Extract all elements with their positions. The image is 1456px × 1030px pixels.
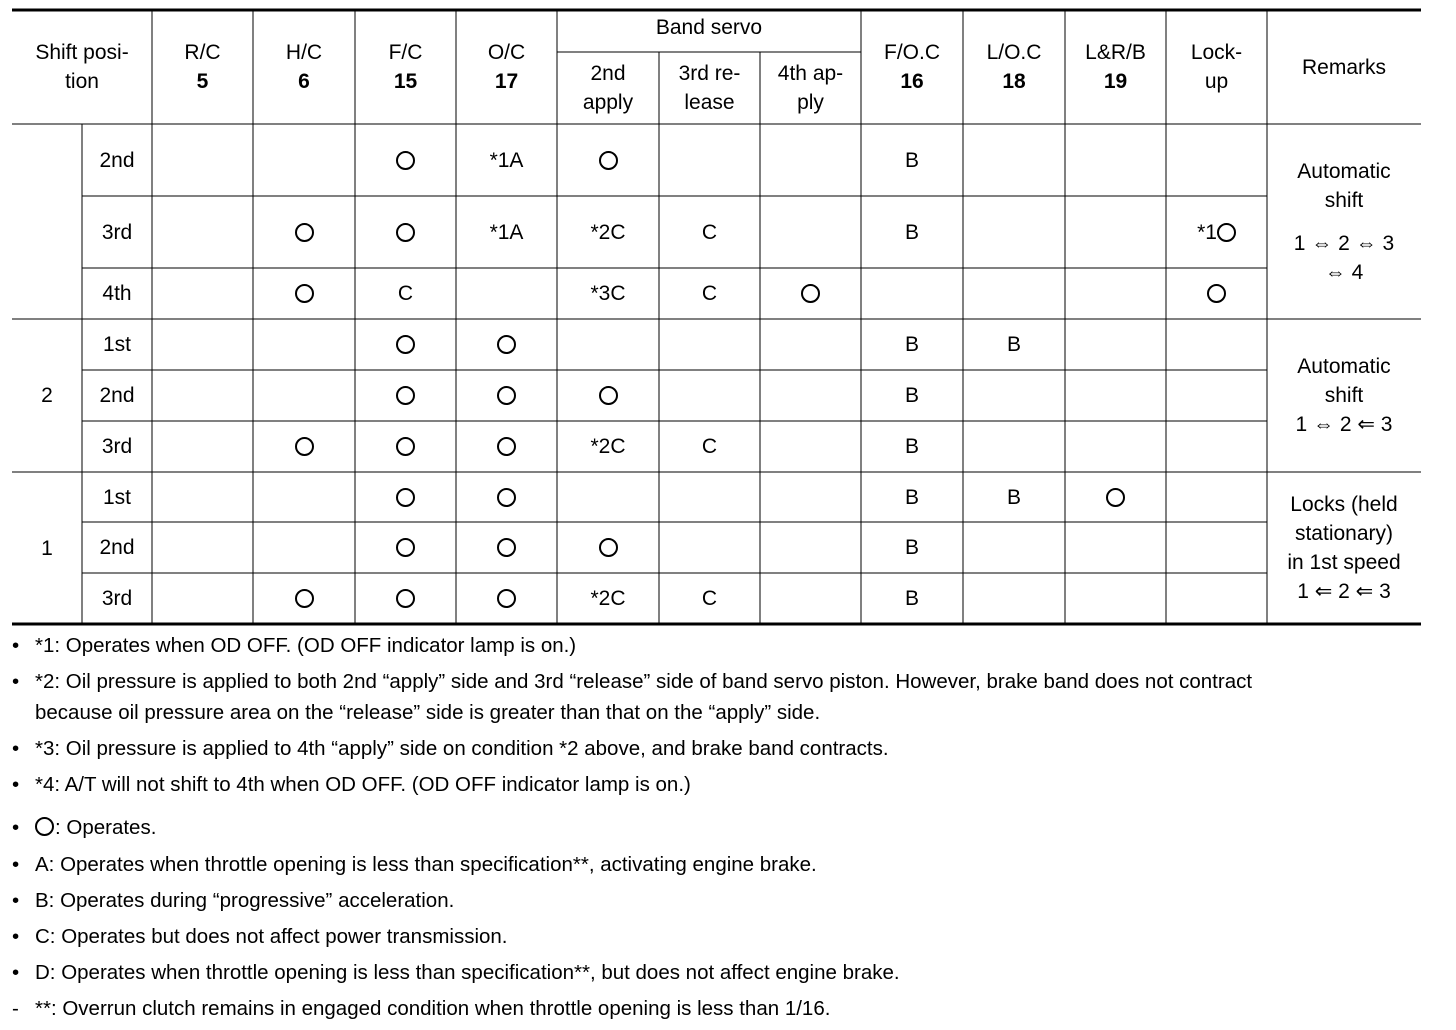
cell-value: B (904, 333, 919, 356)
table-cell-rc (152, 268, 253, 319)
footnote-text: C: Operates but does not affect power transmission. (35, 925, 508, 948)
table-cell-lu (1166, 370, 1267, 421)
table-cell-bs2 (557, 472, 659, 522)
table-cell-bs4 (760, 370, 861, 421)
header-oc-name: O/C (487, 41, 526, 64)
footnote-bullet: • (12, 889, 20, 912)
table-cell-hc (253, 196, 355, 268)
table-cell-bs4 (760, 124, 861, 196)
table-cell-bs4 (760, 522, 861, 573)
header-loc (963, 10, 1065, 124)
header-bs-2nd-label: 2nd apply (582, 62, 634, 114)
header-shift-position (12, 10, 152, 124)
header-rc-wrap (184, 38, 220, 96)
operates-circle-icon (295, 284, 314, 303)
footnote-bullet: • (12, 670, 20, 693)
table-cell-hc (253, 268, 355, 319)
operates-circle-icon (396, 335, 415, 354)
footnote-bullet: • (12, 961, 20, 984)
gear-label: 2nd (99, 536, 135, 559)
cell-value: B (904, 384, 919, 407)
table-cell-oc (456, 196, 557, 268)
header-bs-3rd (659, 52, 760, 124)
table-cell-bs4 (760, 268, 861, 319)
gear-label: 3rd (101, 587, 133, 610)
gear-cell (82, 370, 152, 421)
header-fc-number: 15 (393, 70, 418, 93)
table-cell-fc (355, 522, 456, 573)
header-bs-4th (760, 52, 861, 124)
table-cell-loc (963, 522, 1065, 573)
cell-value-with-circle (1197, 218, 1236, 247)
operates-circle-icon (295, 223, 314, 242)
table-cell-hc (253, 319, 355, 370)
remarks-line: shift (1324, 384, 1364, 407)
footnote-text: *1: Operates when OD OFF. (OD OFF indicator lamp is on.) (35, 634, 577, 657)
cell-value: *2C (590, 587, 626, 610)
header-band-servo (557, 10, 861, 52)
gear-label: 3rd (101, 435, 133, 458)
table-cell-bs4 (760, 319, 861, 370)
table-cell-fc (355, 472, 456, 522)
header-oc-wrap (488, 38, 525, 96)
operates-circle-icon (35, 817, 54, 836)
cell-value: B (904, 485, 919, 509)
table-cell-lrb (1065, 319, 1166, 370)
table-cell-rc (152, 421, 253, 472)
table-cell-fc (355, 196, 456, 268)
header-lrb-name: L&R/B (1085, 41, 1146, 64)
header-foc-number: 16 (900, 70, 924, 93)
table-cell-foc (861, 472, 963, 522)
header-loc-number: 18 (1002, 70, 1026, 93)
table-cell-rc (152, 370, 253, 421)
table-cell-rc (152, 319, 253, 370)
remarks-line: in 1st speed (1287, 551, 1401, 574)
footnote-bullet: • (12, 634, 20, 657)
operates-circle-icon (599, 386, 618, 405)
table-cell-bs2 (557, 522, 659, 573)
header-hc-number: 6 (298, 70, 310, 93)
gear-cell (82, 522, 152, 573)
table-cell-bs3 (659, 522, 760, 573)
table-cell-bs3 (659, 196, 760, 268)
remarks-line: 1 ⇔ 2 ⇐ 3 (1295, 413, 1393, 436)
table-cell-oc (456, 421, 557, 472)
gear-label: 4th (102, 282, 132, 305)
header-band-servo-label: Band servo (655, 16, 763, 39)
footnote-bullet: - (12, 997, 19, 1020)
table-cell-fc (355, 573, 456, 624)
cell-value: B (904, 587, 919, 610)
cell-value: B (904, 536, 919, 559)
table-cell-lu (1166, 268, 1267, 319)
table-cell-bs3 (659, 573, 760, 624)
table-cell-bs3 (659, 268, 760, 319)
footnote-bullet: • (12, 737, 20, 760)
gear-cell (82, 573, 152, 624)
remarks-line: 1 ⇔ 2 ⇔ 3 (1293, 231, 1395, 255)
remarks-line: stationary) (1294, 522, 1394, 545)
table-cell-foc (861, 319, 963, 370)
footnote-text: **: Overrun clutch remains in engaged condition when throttle opening is less than 1/16. (35, 997, 831, 1020)
cell-value: B (904, 220, 919, 244)
operates-circle-icon (396, 386, 415, 405)
shift-position-cell (12, 472, 82, 624)
header-rc-name: R/C (184, 41, 221, 64)
header-oc-number: 17 (494, 70, 519, 93)
operates-circle-icon (801, 284, 820, 303)
table-cell-foc (861, 370, 963, 421)
footnote-bullet: • (12, 853, 20, 876)
table-cell-loc (963, 268, 1065, 319)
remarks-line: Automatic (1297, 159, 1391, 183)
cell-value: *1A (489, 220, 524, 244)
table-cell-rc (152, 196, 253, 268)
table-cell-bs4 (760, 421, 861, 472)
cell-value: *3C (590, 282, 626, 305)
table-cell-lu (1166, 124, 1267, 196)
header-foc-name: F/O.C (884, 41, 940, 64)
table-cell-fc (355, 124, 456, 196)
table-cell-fc (355, 268, 456, 319)
operates-circle-icon (497, 488, 516, 507)
table-cell-foc (861, 573, 963, 624)
remarks-text (1296, 352, 1393, 439)
header-bs-4th-label: 4th ap- ply (777, 62, 844, 114)
operates-circle-icon (497, 538, 516, 557)
table-cell-rc (152, 573, 253, 624)
header-hc-wrap (286, 38, 322, 96)
table-cell-bs2 (557, 268, 659, 319)
table-cell-bs2 (557, 421, 659, 472)
footnote-bullet: • (12, 925, 20, 948)
operates-circle-icon (1217, 223, 1236, 242)
operates-circle-icon (396, 151, 415, 170)
table-cell-foc (861, 522, 963, 573)
table-cell-bs2 (557, 370, 659, 421)
header-lrb (1065, 10, 1166, 124)
gear-cell (82, 319, 152, 370)
operates-circle-icon (295, 437, 314, 456)
operates-circle-icon (295, 589, 314, 608)
table-cell-oc (456, 522, 557, 573)
header-fc (355, 10, 456, 124)
gear-label: 1st (102, 485, 131, 509)
table-cell-bs3 (659, 370, 760, 421)
table-cell-bs2 (557, 196, 659, 268)
table-cell-hc (253, 522, 355, 573)
table-cell-oc (456, 573, 557, 624)
table-cell-oc (456, 370, 557, 421)
table-cell-lu (1166, 196, 1267, 268)
table-cell-foc (861, 268, 963, 319)
table-cell-bs2 (557, 319, 659, 370)
table-cell-foc (861, 421, 963, 472)
table-cell-foc (861, 196, 963, 268)
operates-circle-icon (396, 488, 415, 507)
table-cell-hc (253, 472, 355, 522)
footnote-bullet: • (12, 816, 20, 839)
footnote-text: A: Operates when throttle opening is less than specification**, activating engine brake. (35, 853, 817, 876)
header-hc (253, 10, 355, 124)
header-rc (152, 10, 253, 124)
cell-value: C (701, 587, 718, 610)
gear-label: 2nd (99, 148, 135, 172)
header-lrb-wrap (1085, 38, 1146, 96)
cell-value: B (1006, 333, 1021, 356)
table-cell-lrb (1065, 196, 1166, 268)
table-cell-bs4 (760, 573, 861, 624)
table-cell-lrb (1065, 472, 1166, 522)
gear-label: 1st (102, 333, 131, 356)
footnote-bullet: • (12, 773, 20, 796)
gear-cell (82, 421, 152, 472)
table-cell-bs2 (557, 573, 659, 624)
cell-value: C (397, 282, 414, 305)
operates-circle-icon (599, 151, 618, 170)
remarks-text (1294, 157, 1394, 287)
table-cell-lu (1166, 472, 1267, 522)
operates-circle-icon (1207, 284, 1226, 303)
header-shift-position-label: Shift posi- tion (35, 41, 129, 93)
table-cell-lrb (1065, 268, 1166, 319)
remarks-line: shift (1324, 188, 1364, 212)
table-cell-bs3 (659, 319, 760, 370)
table-cell-rc (152, 124, 253, 196)
table-cell-oc (456, 472, 557, 522)
remarks-cell (1267, 124, 1421, 319)
header-bs-3rd-label: 3rd re- lease (678, 62, 741, 114)
gear-label: 2nd (99, 384, 135, 407)
operates-circle-icon (599, 538, 618, 557)
footnote-text: : Operates. (35, 812, 1435, 843)
table-cell-lrb (1065, 421, 1166, 472)
remarks-text (1287, 490, 1400, 606)
header-hc-name: H/C (285, 41, 323, 64)
table-cell-lu (1166, 421, 1267, 472)
table-cell-bs3 (659, 124, 760, 196)
table-cell-loc (963, 319, 1065, 370)
gear-cell (82, 196, 152, 268)
cell-value: *1A (489, 148, 524, 172)
table-cell-bs3 (659, 472, 760, 522)
footnote-text: B: Operates during “progressive” acceleration. (35, 889, 455, 912)
remarks-cell (1267, 472, 1421, 624)
table-cell-lrb (1065, 522, 1166, 573)
header-foc (861, 10, 963, 124)
remarks-line: 1 ⇐ 2 ⇐ 3 (1297, 580, 1391, 603)
header-fc-name: F/C (388, 41, 423, 64)
gear-cell (82, 472, 152, 522)
operates-circle-icon (396, 223, 415, 242)
table-cell-oc (456, 268, 557, 319)
shift-position-cell (12, 124, 82, 319)
table-cell-hc (253, 370, 355, 421)
footnote-text: *2: Oil pressure is applied to both 2nd “apply” side and 3rd “release” side of band servo piston. However, brake band does not contract because oil pressure area on the “release” side is greater than that on the “apply” side. (35, 670, 1253, 724)
operates-circle-icon (396, 589, 415, 608)
table-cell-lu (1166, 522, 1267, 573)
operates-circle-icon (396, 437, 415, 456)
operates-circle-icon (497, 386, 516, 405)
table-cell-loc (963, 370, 1065, 421)
table-cell-hc (253, 573, 355, 624)
table-cell-hc (253, 421, 355, 472)
table-cell-loc (963, 472, 1065, 522)
cell-value: B (904, 148, 919, 172)
table-cell-oc (456, 124, 557, 196)
table-cell-fc (355, 319, 456, 370)
cell-value: C (701, 220, 718, 244)
shift-position-cell (12, 319, 82, 472)
table-cell-bs3 (659, 421, 760, 472)
table-cell-loc (963, 573, 1065, 624)
table-cell-lu (1166, 319, 1267, 370)
footnote-text: *4: A/T will not shift to 4th when OD OFF. (OD OFF indicator lamp is on.) (35, 773, 691, 796)
table-cell-loc (963, 124, 1065, 196)
table-cell-lrb (1065, 573, 1166, 624)
header-loc-wrap (987, 38, 1042, 96)
operates-circle-icon (497, 589, 516, 608)
header-rc-number: 5 (196, 70, 209, 93)
table-cell-lu (1166, 573, 1267, 624)
header-fc-wrap (389, 38, 423, 96)
operates-circle-icon (497, 335, 516, 354)
cell-value: C (701, 435, 718, 458)
remarks-line: Locks (held (1290, 493, 1398, 516)
footnote-text: D: Operates when throttle opening is less than specification**, but does not affect engine brake. (35, 961, 900, 984)
header-remarks-label: Remarks (1301, 55, 1386, 79)
operates-circle-icon (497, 437, 516, 456)
header-foc-wrap (884, 38, 940, 96)
table-cell-loc (963, 421, 1065, 472)
header-lockup (1166, 10, 1267, 124)
shift-position-value: 2 (41, 384, 53, 407)
cell-value: *2C (590, 435, 626, 458)
table-cell-lrb (1065, 370, 1166, 421)
header-oc (456, 10, 557, 124)
table-cell-loc (963, 196, 1065, 268)
table-cell-rc (152, 472, 253, 522)
table-cell-bs4 (760, 196, 861, 268)
table-cell-oc (456, 319, 557, 370)
table-cell-rc (152, 522, 253, 573)
cell-value-prefix: *1 (1197, 220, 1217, 244)
remarks-line: Automatic (1297, 355, 1391, 378)
footnote-text: *3: Oil pressure is applied to 4th “apply” side on condition *2 above, and brake band contracts. (35, 737, 889, 760)
header-lrb-number: 19 (1103, 70, 1128, 93)
gear-label: 3rd (101, 220, 133, 244)
table-cell-bs4 (760, 472, 861, 522)
table-cell-bs2 (557, 124, 659, 196)
table-cell-hc (253, 124, 355, 196)
gear-cell (82, 124, 152, 196)
operates-circle-icon (1106, 488, 1125, 507)
header-lockup-label: Lock- up (1190, 41, 1243, 93)
table-cell-fc (355, 421, 456, 472)
gear-cell (82, 268, 152, 319)
table-cell-fc (355, 370, 456, 421)
cell-value: C (701, 282, 718, 305)
cell-value: *2C (590, 220, 626, 244)
operates-circle-icon (396, 538, 415, 557)
header-loc-name: L/O.C (986, 41, 1042, 64)
table-cell-foc (861, 124, 963, 196)
shift-position-value: 1 (41, 536, 53, 560)
header-remarks (1267, 10, 1421, 124)
remarks-line: ⇔ 4 (1324, 260, 1364, 284)
cell-value: B (1006, 485, 1021, 509)
table-cell-lrb (1065, 124, 1166, 196)
remarks-cell (1267, 319, 1421, 472)
header-bs-2nd (557, 52, 659, 124)
cell-value: B (904, 435, 919, 458)
